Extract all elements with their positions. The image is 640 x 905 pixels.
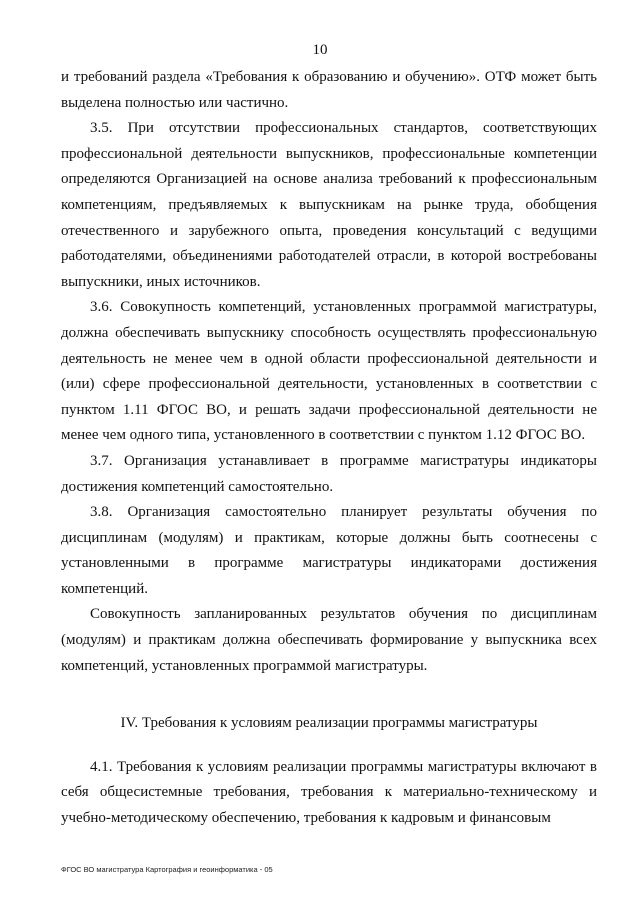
paragraph-3-5: 3.5. При отсутствии профессиональных стандартов, соответствующих профессиональной деятельности выпускников, профессиональные компетенции определяются Организацией на основе анализа требований к профессиональным компетенциям, предъявляемых к выпускникам на рынке труда, обобщения отечественного и зарубежного опыта, проведения консультаций с ведущими работодателями, объединениями работодателей отрасли, в которой востребованы выпускники, иных источников. <box>61 120 597 290</box>
section-heading: IV. Требования к условиям реализации программы магистратуры <box>120 715 538 732</box>
page-number: 10 <box>312 42 328 58</box>
paragraph-4-1: 4.1. Требования к условиям реализации программы магистратуры включают в себя общесистемные требования, требования к материально-техническому и учебно-методическому обеспечению, требования к кадровым и финансовым <box>61 758 597 827</box>
body-text <box>61 65 597 832</box>
paragraph-3-8: 3.8. Организация самостоятельно планирует результаты обучения по дисциплинам (модулям) и практикам, которые должны быть соотнесены с установленными в программе магистратуры индикаторами достижения компетенций. <box>61 504 597 597</box>
paragraph-3-6: 3.6. Совокупность компетенций, установленных программой магистратуры, должна обеспечивать выпускнику способность осуществлять профессиональную деятельность не менее чем в одной области профессиональной деятельности и (или) сфере профессиональной деятельности, установленных в соответствии с пунктом 1.11 ФГОС ВО, и решать задачи профессиональной деятельности не менее чем одного типа, установленного в соответствии с пунктом 1.12 ФГОС ВО. <box>61 299 597 444</box>
paragraph-3-7: 3.7. Организация устанавливает в программе магистратуры индикаторы достижения компетенций самостоятельно. <box>61 452 597 495</box>
page-footer: ФГОС ВО магистратура Картография и геоинформатика - 05 <box>61 865 273 874</box>
paragraph-results-summary: Совокупность запланированных результатов обучения по дисциплинам (модулям) и практикам должна обеспечивать формирование у выпускника всех компетенций, установленных программой магистратуры. <box>61 606 597 674</box>
paragraph-continuation: и требований раздела «Требования к образованию и обучению». ОТФ может быть выделена полностью или частично. <box>61 69 597 111</box>
